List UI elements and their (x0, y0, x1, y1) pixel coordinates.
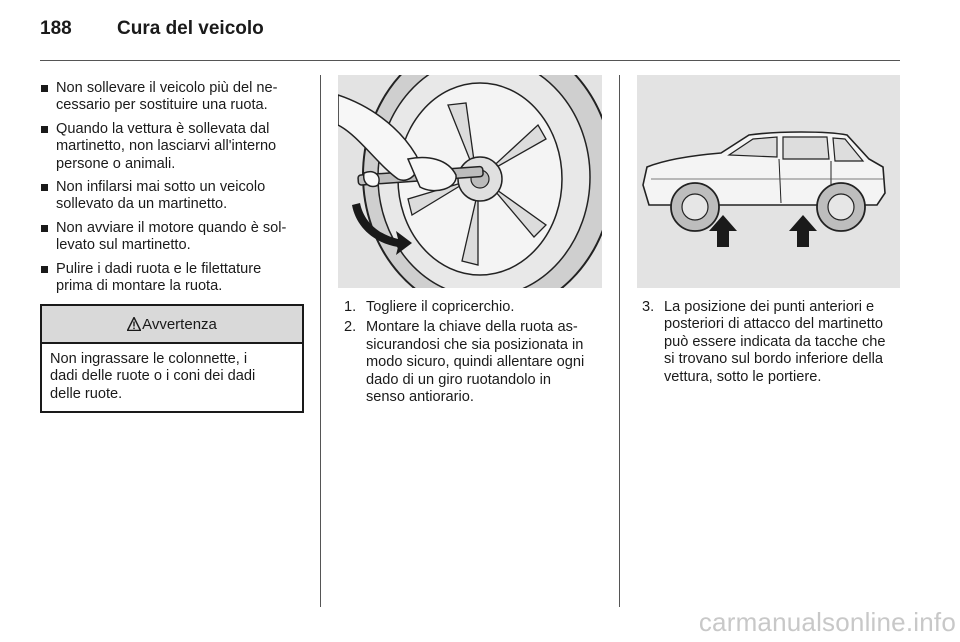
bullet-square-icon (41, 184, 48, 191)
bullet-item: Non sollevare il veicolo più del ne- cessario per sostituire una ruota. (40, 80, 306, 115)
left-column (40, 80, 306, 301)
wheel-wrench-figure (338, 75, 602, 288)
warning-title: Avvertenza (142, 315, 217, 333)
rear-jack-arrow-icon (789, 215, 817, 247)
car-jack-points-figure (637, 75, 900, 288)
step-item: 2. Montare la chiave della ruota as- sicurandosi che sia posizionata in modo sicuro, quindi allentare ogni dado di un giro ruotandolo in senso antiorario. (344, 319, 585, 406)
bullet-square-icon (41, 126, 48, 133)
warning-text: Non ingrassare le colonnette, i dadi delle ruote o i coni dei dadi delle ruote. (50, 351, 256, 402)
warning-header (42, 306, 302, 344)
column-divider-2 (619, 75, 620, 607)
page-title: Cura del veicolo (117, 18, 264, 39)
warning-triangle-icon (127, 317, 141, 331)
bullet-item: Non infilarsi mai sotto un veicolo sollevato da un martinetto. (40, 179, 306, 214)
bullet-square-icon (41, 225, 48, 232)
page-number: 188 (40, 18, 72, 39)
bullet-item: Non avviare il motore quando è sol- levato sul martinetto. (40, 220, 306, 255)
middle-column (344, 299, 610, 409)
bullet-list (40, 80, 306, 295)
header-rule (40, 60, 900, 61)
watermark: carmanualsonline.info (698, 607, 956, 637)
warning-box (40, 304, 304, 413)
step-list (642, 299, 904, 386)
car-jack-points-illustration (637, 75, 900, 288)
column-divider-1 (320, 75, 321, 607)
bullet-square-icon (41, 266, 48, 273)
page-header (40, 18, 264, 40)
right-column (642, 299, 904, 389)
step-item: 3. La posizione dei punti anteriori e posteriori di attacco del martinetto può essere indicata da tacche che si trovano sul bordo inferiore della vettura, sotto le portiere. (642, 299, 886, 385)
bullet-item: Quando la vettura è sollevata dal martinetto, non lasciarvi all'interno persone o animali. (40, 121, 306, 173)
bullet-square-icon (41, 85, 48, 92)
step-list (344, 299, 610, 406)
wheel-wrench-illustration (338, 75, 602, 288)
bullet-item: Pulire i dadi ruota e le filettature prima di montare la ruota. (40, 261, 306, 296)
step-item: 1. Togliere il copricerchio. (344, 299, 515, 315)
